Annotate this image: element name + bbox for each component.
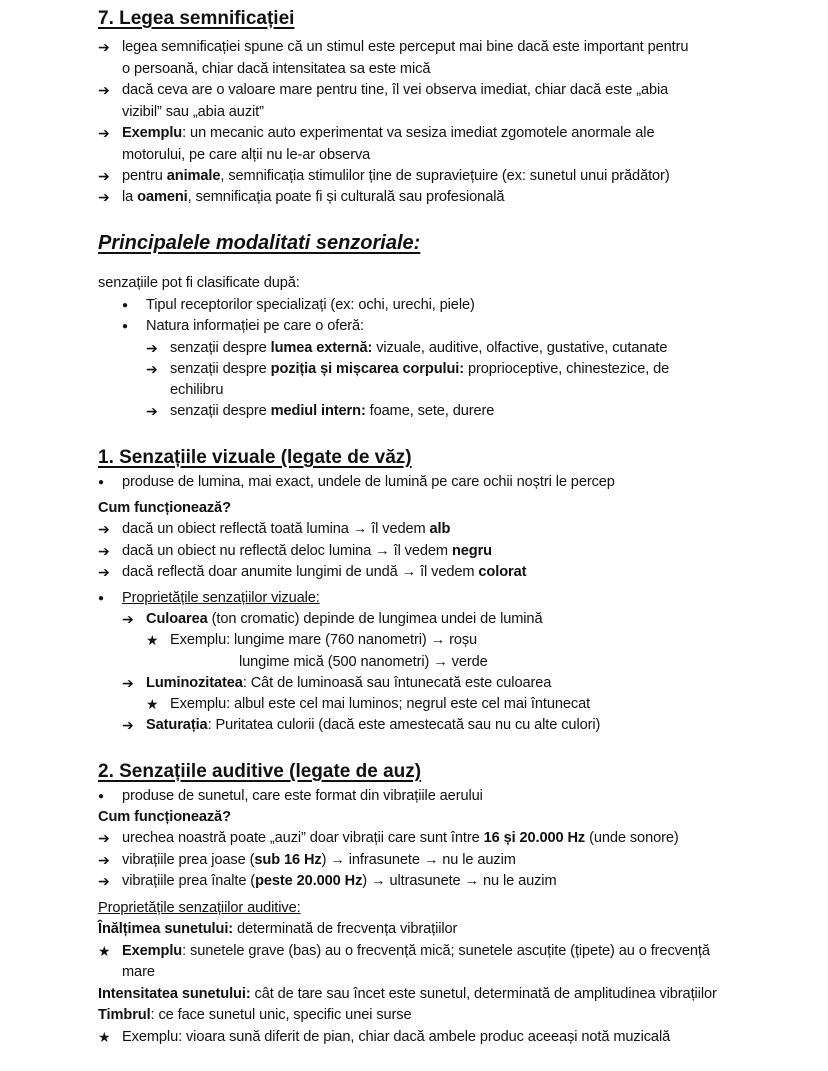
bold-term: oameni <box>137 189 188 205</box>
text-line <box>122 850 516 871</box>
text-line: Natura informației pe care o oferă: <box>146 318 364 334</box>
text-line: echilibru <box>170 382 224 398</box>
text-line: Tipul receptorilor specializați (ex: ochi, urechi, piele) <box>146 297 475 313</box>
text-line <box>122 123 654 144</box>
arrow-icon: ➔ <box>122 611 134 627</box>
arrow-icon: ➔ <box>98 830 110 846</box>
bold-term: Saturația <box>146 717 208 733</box>
arrow-icon: ➔ <box>98 39 110 55</box>
text-line <box>122 562 526 583</box>
text-line <box>170 401 494 422</box>
bold-term: sub 16 Hz <box>254 852 322 868</box>
section-title-auditive: 2. Senzațiile auditive (legate de auz) <box>98 761 422 782</box>
text: (ton cromatic) depinde de lungimea undei de lumină <box>207 611 543 627</box>
text: vibrațiile prea joase ( <box>122 852 255 868</box>
bullet-icon: ● <box>122 321 129 332</box>
arrow-icon: ➔ <box>146 403 158 419</box>
text: senzații despre <box>170 403 271 419</box>
text: ) → infrasunete → nu le auzim <box>321 852 516 868</box>
arrow-icon: ➔ <box>98 125 110 141</box>
subheading: Proprietățile senzațiilor vizuale: <box>122 590 320 606</box>
text-line <box>98 984 717 1005</box>
text-line: motorului, pe care alții nu le-ar observa <box>122 147 371 163</box>
bold-term: poziția și mișcarea corpului: <box>270 361 464 377</box>
text-line <box>146 673 551 694</box>
text: dacă un obiect reflectă toată lumina → îl vedem <box>122 521 430 537</box>
text-line <box>122 828 679 849</box>
text: determinată de frecvența vibrațiilor <box>233 921 458 937</box>
text: vibrațiile prea înalte ( <box>122 873 256 889</box>
text: pentru <box>122 168 167 184</box>
section-title-vizuale: 1. Senzațiile vizuale (legate de văz) <box>98 447 412 468</box>
text: : un mecanic auto experimentat va sesiza imediat zgomotele anormale ale <box>182 125 655 141</box>
star-icon: ★ <box>146 696 159 712</box>
text-line <box>170 359 669 380</box>
bullet-icon: ● <box>98 477 105 488</box>
text-line: legea semnificației spune că un stimul este perceput mai bine dacă este important pentru <box>122 39 689 55</box>
star-icon: ★ <box>146 632 159 648</box>
text-line <box>146 609 542 630</box>
text-line <box>122 187 504 208</box>
text: proprioceptive, chinestezice, de <box>464 361 670 377</box>
bold-term: colorat <box>478 564 527 580</box>
text-line <box>122 519 450 540</box>
text-line: dacă ceva are o valoare mare pentru tine, îl vei observa imediat, chiar dacă este „abia <box>122 82 669 98</box>
bold-term: peste 20.000 Hz <box>255 873 363 889</box>
text-line: Exemplu: albul este cel mai luminos; negrul este cel mai întunecat <box>170 696 591 712</box>
text-line <box>122 541 492 562</box>
arrow-icon: ➔ <box>122 717 134 733</box>
text-line <box>122 166 670 187</box>
text-line <box>122 871 557 892</box>
arrow-icon: ➔ <box>98 564 110 580</box>
text-line: produse de sunetul, care este format din vibrațiile aerului <box>122 788 483 804</box>
arrow-icon: ➔ <box>98 189 110 205</box>
text: la <box>122 189 138 205</box>
bold-term: alb <box>429 521 451 537</box>
arrow-icon: ➔ <box>98 82 110 98</box>
text-line: Exemplu: lungime mare (760 nanometri) → roșu <box>170 632 478 648</box>
bold-term: negru <box>451 543 492 559</box>
bold-term: Intensitatea sunetului: <box>98 986 251 1002</box>
text-line <box>98 919 457 940</box>
bold-term: Luminozitatea <box>146 675 243 691</box>
arrow-icon: ➔ <box>98 168 110 184</box>
text: , semnificația stimulilor ține de supraviețuire (ex: sunetul unui prădător) <box>220 168 670 184</box>
bold-term: animale <box>166 168 221 184</box>
bullet-icon: ● <box>122 300 129 311</box>
text: vizuale, auditive, olfactive, gustative, cutanate <box>372 340 668 356</box>
text-line: Exemplu: vioara sună diferit de pian, chiar dacă ambele produc aceeași notă muzicală <box>122 1029 671 1045</box>
text-line <box>170 338 667 359</box>
arrow-icon: ➔ <box>98 521 110 537</box>
subheading: Cum funcționează? <box>98 500 231 516</box>
arrow-icon: ➔ <box>98 873 110 889</box>
text: foame, sete, durere <box>365 403 495 419</box>
text: senzații despre <box>170 361 271 377</box>
subheading: Proprietățile senzațiilor auditive: <box>98 900 301 916</box>
intro-text: senzațiile pot fi clasificate după: <box>98 275 300 291</box>
arrow-icon: ➔ <box>98 543 110 559</box>
section-title-modalitati: Principalele modalitati senzoriale: <box>98 232 421 254</box>
arrow-icon: ➔ <box>98 852 110 868</box>
arrow-icon: ➔ <box>146 340 158 356</box>
text: dacă un obiect nu reflectă deloc lumina → îl vedem <box>122 543 452 559</box>
bold-term: mediul intern: <box>270 403 366 419</box>
text: ) → ultrasunete → nu le auzim <box>362 873 557 889</box>
bold-term: Timbrul <box>98 1007 151 1023</box>
bold-term: 16 și 20.000 Hz <box>483 830 586 846</box>
bullet-icon: ● <box>98 791 105 802</box>
text-line <box>98 1005 412 1026</box>
text-line <box>122 941 710 962</box>
arrow-icon: ➔ <box>146 361 158 377</box>
text: urechea noastră poate „auzi” doar vibrații care sunt între <box>122 830 484 846</box>
text-line: produse de lumina, mai exact, undele de lumină pe care ochii noștri le percep <box>122 474 615 490</box>
text: : sunetele grave (bas) au o frecvență mică; sunetele ascuțite (țipete) au o frecvență <box>182 943 710 959</box>
section-title-legea-semnificatiei: 7. Legea semnificației <box>98 8 295 29</box>
star-icon: ★ <box>98 1029 111 1045</box>
text-line: o persoană, chiar dacă intensitatea sa este mică <box>122 61 431 77</box>
bold-term: Culoarea <box>146 611 208 627</box>
text: (unde sonore) <box>585 830 679 846</box>
text: cât de tare sau încet este sunetul, determinată de amplitudinea vibrațiilor <box>250 986 717 1002</box>
text-line <box>146 715 600 736</box>
bold-term: Înălțimea sunetului: <box>98 921 234 937</box>
arrow-icon: ➔ <box>122 675 134 691</box>
text-line: lungime mică (500 nanometri) → verde <box>239 654 488 670</box>
text: : Cât de luminoasă sau întunecată este culoarea <box>242 675 552 691</box>
text-line: vizibil” sau „abia auzit” <box>122 104 264 120</box>
bullet-icon: ● <box>98 593 105 604</box>
text: , semnificația poate fi și culturală sau profesională <box>187 189 505 205</box>
text: : Puritatea culorii (dacă este amestecată sau nu cu alte culori) <box>207 717 601 733</box>
bold-term: Exemplu <box>122 125 183 141</box>
star-icon: ★ <box>98 943 111 959</box>
text: senzații despre <box>170 340 271 356</box>
text-line: mare <box>122 964 155 980</box>
text: : ce face sunetul unic, specific unei surse <box>150 1007 412 1023</box>
text: dacă reflectă doar anumite lungimi de undă → îl vedem <box>122 564 479 580</box>
bold-term: Exemplu <box>122 943 183 959</box>
bold-term: lumea externă: <box>270 340 373 356</box>
subheading: Cum funcționează? <box>98 809 231 825</box>
